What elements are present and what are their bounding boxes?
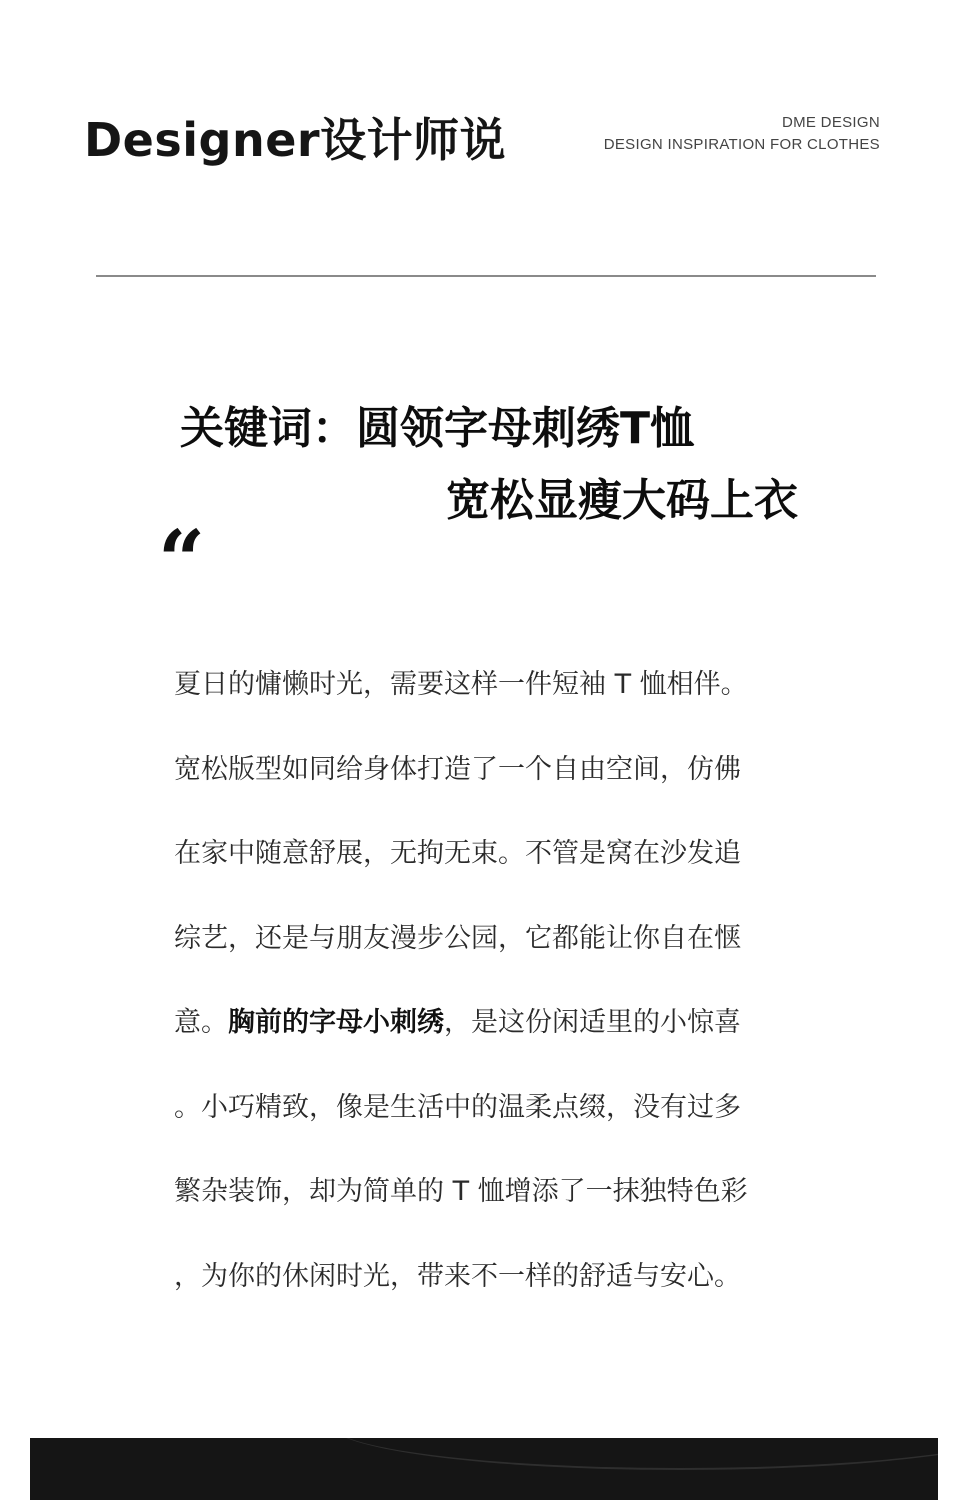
brand-block bbox=[604, 112, 880, 156]
description-text: 意。 bbox=[174, 1007, 228, 1038]
description-line: 。小巧精致，像是生活中的温柔点缀，没有过多 bbox=[174, 1091, 741, 1123]
description-line: 繁杂装饰，却为简单的 T 恤增添了一抹独特色彩 bbox=[174, 1176, 748, 1207]
keywords-heading-line2: 宽松显瘦大码上衣 bbox=[446, 475, 798, 526]
header-divider bbox=[96, 275, 876, 277]
description-paragraph bbox=[174, 664, 854, 1340]
keywords-heading-line1: 关键词：圆领字母刺绣T恤 bbox=[180, 403, 695, 454]
description-line: 在家中随意舒展，无拘无束。不管是窝在沙发追 bbox=[174, 838, 741, 869]
page-title: Designer设计师说 bbox=[84, 113, 507, 167]
brand-name: DME DESIGN bbox=[781, 114, 880, 131]
description-line: 夏日的慵懒时光，需要这样一件短袖 T 恤相伴。 bbox=[174, 669, 748, 700]
product-image-top-edge bbox=[30, 1438, 938, 1500]
description-line-highlight bbox=[174, 1002, 854, 1087]
description-text: ，是这份闲适里的小惊喜 bbox=[444, 1007, 741, 1038]
highlight-text: 胸前的字母小刺绣 bbox=[228, 1007, 444, 1038]
brand-tagline: DESIGN INSPIRATION FOR CLOTHES bbox=[603, 136, 880, 153]
description-line: ，为你的休闲时光，带来不一样的舒适与安心。 bbox=[174, 1260, 741, 1292]
description-line: 综艺，还是与朋友漫步公园，它都能让你自在惬 bbox=[174, 922, 741, 954]
garment-collar-shape bbox=[330, 1438, 938, 1470]
quote-mark-icon: “ bbox=[158, 513, 206, 609]
description-line: 宽松版型如同给身体打造了一个自由空间，仿佛 bbox=[174, 753, 741, 785]
